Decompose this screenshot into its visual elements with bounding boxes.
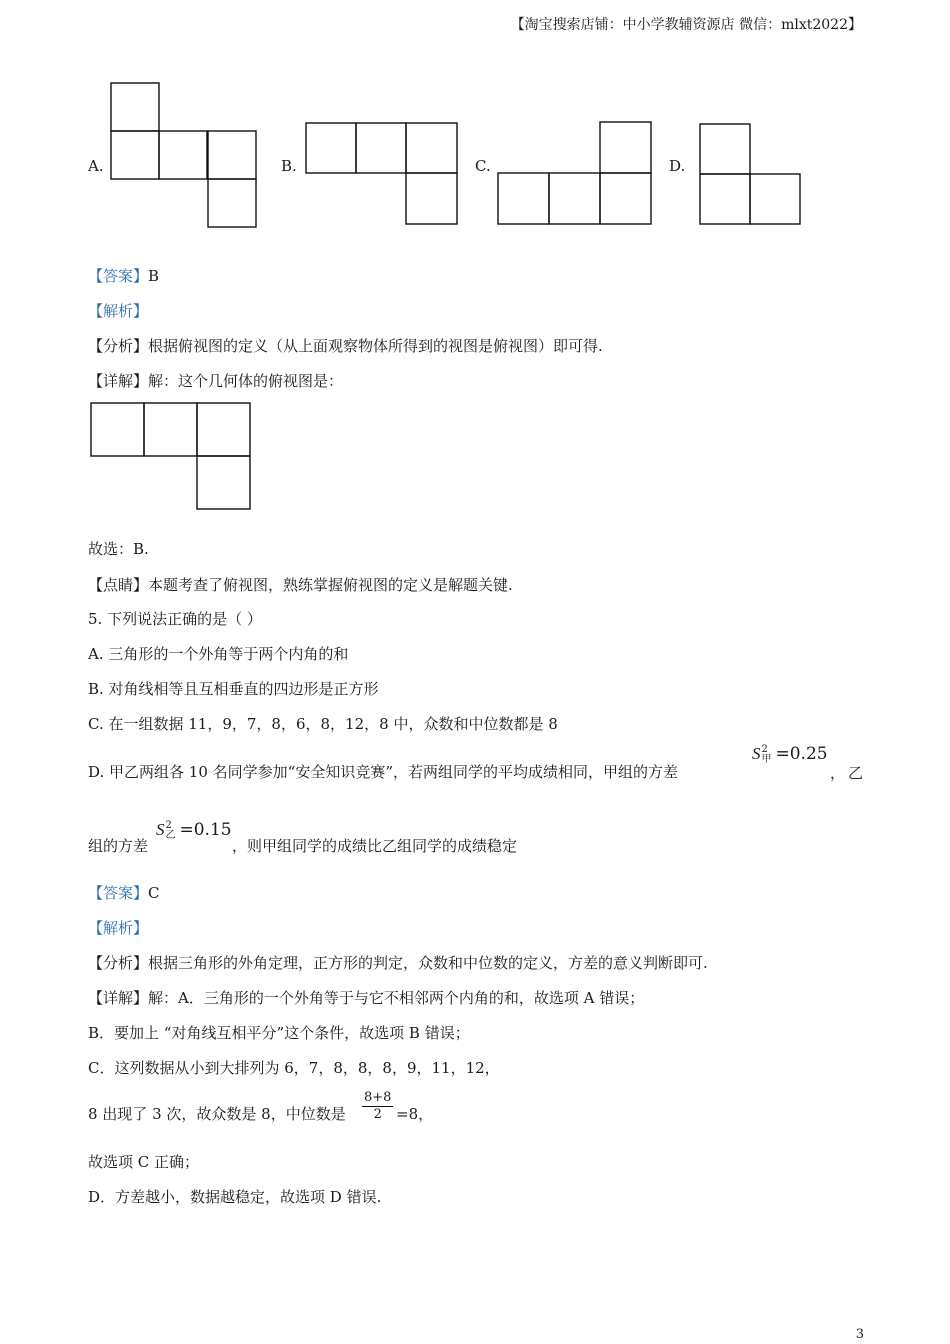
option-c-label: C. [475, 157, 491, 175]
variance-value-jia: =0.25 [775, 744, 828, 764]
variance-jia [752, 744, 828, 765]
answer-tag: 【答案】 [88, 267, 149, 285]
variance-sub-jia: 甲 [761, 754, 772, 765]
fraction-denominator: 2 [373, 1107, 382, 1122]
q4-fenxi [88, 336, 603, 356]
option-d-text: 组的方差 [88, 837, 149, 855]
answer-value: B [148, 267, 160, 285]
mode-text: 8 出现了 3 次，故众数是 8，中位数是 [88, 1105, 346, 1123]
xiangjie-tag: 【详解】 [88, 372, 149, 390]
q5-answer [88, 883, 160, 903]
page-header: 【淘宝搜索店铺：中小学教辅资源店 微信：mlxt2022】 [510, 17, 862, 33]
variance-value-yi: =0.15 [179, 820, 232, 840]
option-c-figure [497, 122, 655, 228]
option-d-figure [699, 124, 803, 228]
page-number: 3 [855, 1327, 864, 1342]
q5-analysis-heading [88, 918, 148, 938]
top-view-figure [90, 402, 254, 514]
option-d-conclusion: ，则甲组同学的成绩比乙组同学的成绩稳定 [232, 837, 518, 855]
q5-option-d-end: 乙 [848, 764, 864, 782]
xiangjie-text: 解：这个几何体的俯视图是： [148, 372, 344, 390]
answer-tag: 【答案】 [88, 884, 149, 902]
q4-analysis-heading [88, 301, 148, 321]
analysis-tag: 【解析】 [88, 919, 149, 937]
analysis-tag: 【解析】 [88, 302, 149, 320]
q4-answer [88, 266, 159, 286]
fenxi-text: 根据三角形的外角定理，正方形的判定，众数和中位数的定义，方差的意义判断即可. [148, 954, 708, 972]
q5-line-c: C．这列数据从小到大排列为 6，7，8，8，8，9，11，12， [88, 1059, 500, 1077]
option-a-label: A. [88, 157, 104, 175]
fenxi-tag: 【分析】 [88, 954, 149, 972]
q5-line-b: B．要加上 “对角线互相平分”这个条件，故选项 B 错误； [88, 1024, 470, 1042]
q5-line-d: D．方差越小，数据越稳定，故选项 D 错误. [88, 1188, 382, 1206]
q5-option-a: A. 三角形的一个外角等于两个内角的和 [88, 645, 349, 663]
variance-symbol: S [752, 744, 761, 763]
variance-symbol: S [156, 820, 165, 839]
q5-option-b: B. 对角线相等且互相垂直的四边形是正方形 [88, 680, 379, 698]
q5-xiangjie [88, 988, 644, 1008]
variance-sup: 2 [761, 744, 768, 755]
median-result: =8， [396, 1105, 434, 1123]
fenxi-tag: 【分析】 [88, 337, 149, 355]
q5-option-d-line1: D. 甲乙两组各 10 名同学参加“安全知识竞赛”，若两组同学的平均成绩相同，甲组的方差 [88, 763, 678, 781]
dianjing-text: 本题考查了俯视图，熟练掌握俯视图的定义是解题关键. [148, 576, 513, 594]
q5-c-correct: 故选项 C 正确； [88, 1153, 200, 1171]
variance-yi [156, 820, 232, 841]
variance-sup: 2 [165, 820, 172, 831]
q4-dianjing [88, 575, 513, 595]
q5-fenxi [88, 953, 708, 973]
option-b-label: B. [281, 157, 297, 175]
xiangjie-text: 解：A．三角形的一个外角等于与它不相邻两个内角的和，故选项 A 错误； [148, 989, 645, 1007]
option-d-label: D. [669, 157, 686, 175]
answer-value: C [148, 884, 160, 902]
fenxi-text: 根据俯视图的定义（从上面观察物体所得到的视图是俯视图）即可得. [148, 337, 603, 355]
q5-mode-median-line [88, 1104, 346, 1124]
option-b-figure [305, 123, 461, 227]
fraction-numerator: 8+8 [364, 1090, 392, 1105]
q5-stem: 5. 下列说法正确的是（ ） [88, 610, 262, 628]
dianjing-tag: 【点睛】 [88, 576, 149, 594]
variance-sub-yi: 乙 [165, 830, 176, 841]
q5-option-d-line2 [88, 836, 148, 856]
q5-option-c: C. 在一组数据 11，9，7，8，6，8，12，8 中，众数和中位数都是 8 [88, 715, 558, 733]
q4-choose: 故选：B. [88, 540, 149, 558]
comma: ， [830, 764, 846, 782]
q4-xiangjie [88, 371, 343, 391]
xiangjie-tag: 【详解】 [88, 989, 149, 1007]
median-fraction [362, 1090, 393, 1123]
option-a-figure [111, 83, 261, 231]
